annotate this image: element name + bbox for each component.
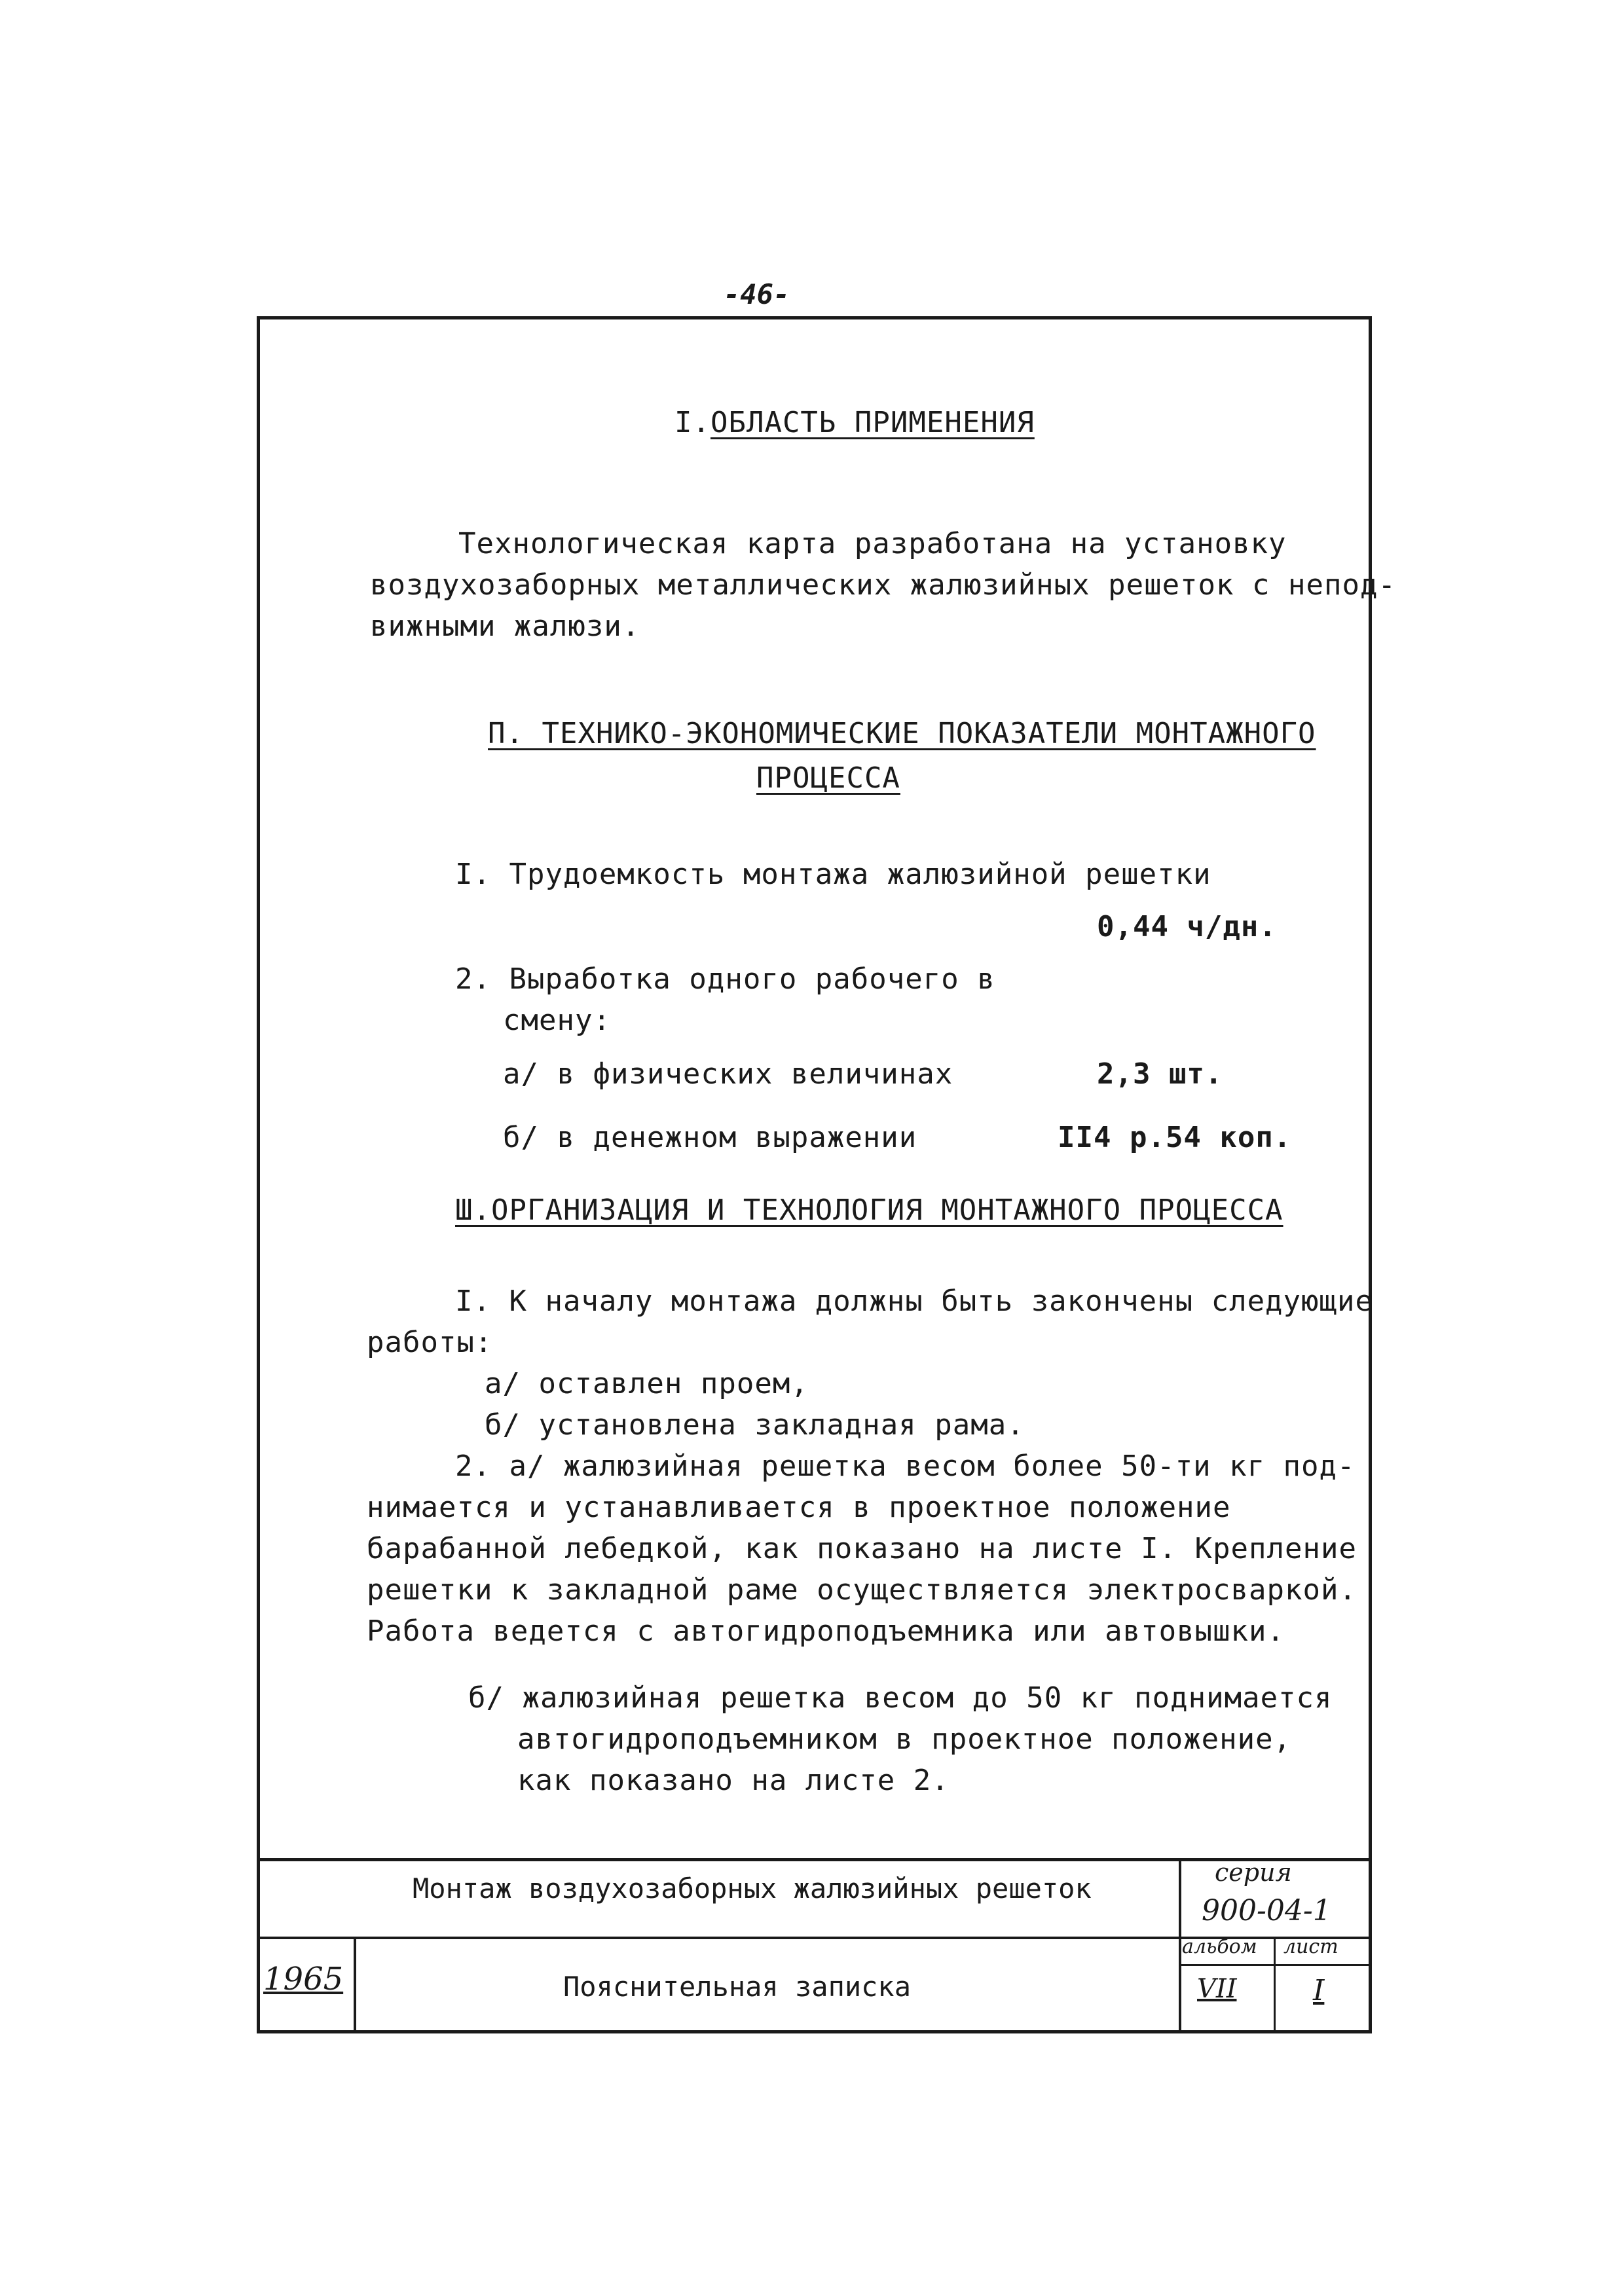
album-label: альбом: [1182, 1935, 1257, 1958]
item2b-label: б/ в денежном выражении: [503, 1121, 917, 1154]
year-cell-divider: [354, 1937, 356, 2033]
section1-line-3: вижными жалюзи.: [370, 610, 640, 643]
section3-line-11: автогидроподъемником в проектное положение,: [517, 1722, 1292, 1756]
section3-line-2: работы:: [367, 1326, 493, 1359]
item2a-label: а/ в физических величинах: [503, 1057, 953, 1091]
item1-value: 0,44 ч/дн.: [1097, 910, 1277, 943]
section3-line-3: а/ оставлен проем,: [485, 1367, 809, 1400]
page-number: -46-: [724, 278, 790, 310]
series-cell-divider: [1179, 1858, 1181, 2033]
item2-label-line2: смену:: [503, 1004, 611, 1037]
item2-label-line1: 2. Выработка одного рабочего в: [455, 962, 995, 996]
section3-line-8: решетки к закладной раме осуществляется электросваркой.: [367, 1573, 1357, 1607]
section3-line-12: как показано на листе 2.: [517, 1764, 950, 1797]
section3-line-10: б/ жалюзийная решетка весом до 50 кг поднимается: [468, 1681, 1333, 1715]
year-value: 1965: [263, 1961, 344, 1997]
section3-line-6: нимается и устанавливается в проектное положение: [367, 1491, 1231, 1524]
section1-number: I.: [674, 406, 710, 439]
section2-title-line2: ПРОЦЕССА: [756, 761, 900, 795]
section1-line-2: воздухозаборных металлических жалюзийных решеток с непод-: [370, 568, 1396, 602]
item2a-value: 2,3 шт.: [1097, 1057, 1223, 1091]
doc-name: Пояснительная записка: [563, 1971, 912, 2003]
section3-line-1: I. К началу монтажа должны быть закончены следующие: [455, 1285, 1374, 1318]
item2b-value: II4 р.54 коп.: [1058, 1121, 1292, 1154]
series-value: 900-04-1: [1202, 1894, 1331, 1927]
section1-title: ОБЛАСТЬ ПРИМЕНЕНИЯ: [710, 406, 1035, 439]
album-value: VII: [1197, 1974, 1237, 2004]
album-sheet-divider: [1274, 1937, 1276, 2033]
section3-line-9: Работа ведется с автогидроподъемника или автовышки.: [367, 1614, 1285, 1648]
section3-title: Ш.ОРГАНИЗАЦИЯ И ТЕХНОЛОГИЯ МОНТАЖНОГО ПРОЦЕССА: [455, 1194, 1283, 1227]
section3-line-5: 2. а/ жалюзийная решетка весом более 50-ти кг под-: [455, 1449, 1356, 1483]
section2-title-line1: П. ТЕХНИКО-ЭКОНОМИЧЕСКИЕ ПОКАЗАТЕЛИ МОНТАЖНОГО: [488, 717, 1316, 750]
section3-line-7: барабанной лебедкой, как показано на листе I. Крепление: [367, 1532, 1357, 1565]
title-block-main-title: Монтаж воздухозаборных жалюзийных решеток: [413, 1872, 1092, 1904]
sheet-label: лист: [1283, 1935, 1338, 1958]
section1-heading: [674, 406, 1035, 439]
section1-line-1: Технологическая карта разработана на установку: [458, 527, 1287, 560]
section3-line-4: б/ установлена закладная рама.: [485, 1408, 1025, 1442]
item1-label: I. Трудоемкость монтажа жалюзийной решетки: [455, 858, 1211, 891]
title-block-top-line: [257, 1858, 1372, 1861]
series-label: серия: [1215, 1858, 1292, 1887]
sheet-value: I: [1313, 1974, 1325, 2007]
